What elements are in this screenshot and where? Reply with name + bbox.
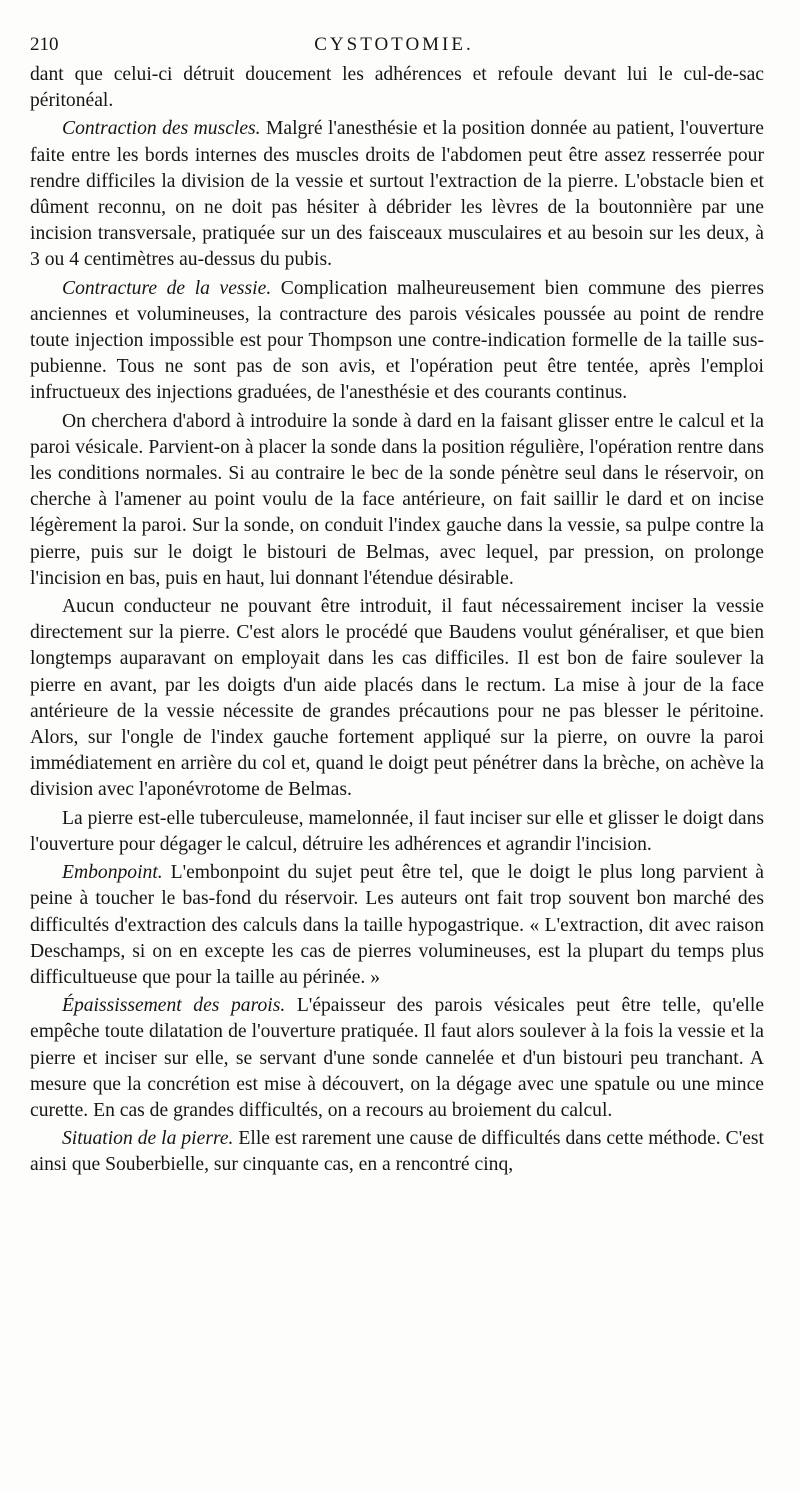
paragraph xyxy=(30,116,764,273)
paragraph xyxy=(30,594,764,804)
paragraph xyxy=(30,276,764,407)
running-head: CYSTOTOMIE. xyxy=(314,34,474,55)
paragraph-lead: Situation de la pierre. xyxy=(62,1128,234,1150)
paragraph-text: L'embonpoint du sujet peut être tel, que le doigt le plus long parvient à peine à toucher le bas-fond du réservoir. Les auteurs ont fait trop souvent bon marché des difficultés d'extraction des calculs dans la taille hypogastrique. « L'extraction, dit avec raison Deschamps, si on en excepte les cas de pierres volumineuses, est la plupart du temps plus difficultueuse que pour la taille au périnée. » xyxy=(30,862,764,988)
paragraph xyxy=(30,993,764,1124)
paragraph xyxy=(30,806,764,858)
paragraph-text: Complication malheureusement bien commune des pierres anciennes et volumineuses, la contracture des parois vésicales poussée au point de rendre toute injection impossible est pour Thompson une contre-indication formelle de la taille sus-pubienne. Tous ne sont pas de son avis, et l'opération peut être tentée, après l'emploi infructueux des injections graduées, de l'anesthésie et des courants continus. xyxy=(30,277,764,404)
paragraph-lead: Contraction des muscles. xyxy=(62,118,261,140)
paragraph-text: Malgré l'anesthésie et la position donnée au patient, l'ouverture faite entre les bords internes des muscles droits de l'abdomen peut être assez resserrée pour rendre difficiles la division de la vessie et surtout l'extraction de la pierre. L'obstacle bien et dûment reconnu, on ne doit pas hésiter à débrider les lèvres de la boutonnière par une incision transversale, pratiquée sur un des faisceaux musculaires et au besoin sur les deux, à 3 ou 4 centimètres au-dessus du pubis. xyxy=(30,118,764,271)
paragraph-text: Aucun conducteur ne pouvant être introduit, il faut nécessairement inciser la vessie directement sur la pierre. C'est alors le procédé que Baudens voulut généraliser, et que bien longtemps auparavant on employait dans les cas difficiles. Il est bon de faire soulever la pierre en avant, par les doigts d'un aide placés dans le rectum. La mise à jour de la face antérieure de la vessie nécessite de grandes précautions pour ne pas blesser le péritoine. Alors, sur l'ongle de l'index gauche fortement appliqué sur la pierre, on ouvre la paroi immédiatement en arrière du col et, quand le doigt peut pénétrer dans la brèche, on achève la division avec l'aponévrotome de Belmas. xyxy=(30,596,764,801)
page-header xyxy=(30,30,758,60)
paragraph xyxy=(30,409,764,592)
paragraph-text: On cherchera d'abord à introduire la sonde à dard en la faisant glisser entre le calcul et la paroi vésicale. Parvient-on à placer la sonde dans la position régulière, l'opération rentre dans les conditions normales. Si au contraire le bec de la sonde pénètre seul dans le réservoir, on cherche à l'amener au point voulu de la face antérieure, on fait saillir le dard et on incise légèrement la paroi. Sur la sonde, on conduit l'index gauche dans la vessie, sa pulpe contre la pierre, puis sur le doigt le bistouri de Belmas, avec lequel, par pression, on prolonge l'incision en bas, puis en haut, lui donnant l'étendue désirable. xyxy=(30,410,764,589)
paragraph xyxy=(30,62,764,114)
body-text xyxy=(30,62,764,1179)
paragraph-text: dant que celui-ci détruit doucement les adhérences et refoule devant lui le cul-de-sac péritonéal. xyxy=(30,64,764,112)
paragraph-text: Elle est rarement une cause de difficultés dans cette méthode. C'est ainsi que Souberbielle, sur cinquante cas, en a rencontré cinq, xyxy=(30,1128,765,1176)
paragraph-lead: Contracture de la vessie. xyxy=(62,277,272,299)
page-number: 210 xyxy=(30,34,59,55)
paragraph-lead: Épaississement des parois. xyxy=(62,995,286,1017)
paragraph-lead: Embonpoint. xyxy=(62,862,163,884)
paragraph xyxy=(30,1126,764,1178)
paragraph-text: La pierre est-elle tuberculeuse, mamelonnée, il faut inciser sur elle et glisser le doigt dans l'ouverture pour dégager le calcul, détruire les adhérences et agrandir l'incision. xyxy=(30,807,764,855)
paragraph-text: L'épaisseur des parois vésicales peut être telle, qu'elle empêche toute dilatation de l'ouverture pratiquée. Il faut alors soulever à la fois la vessie et la pierre et inciser sur elle, se servant d'une sonde cannelée et d'un bistouri peu tranchant. A mesure que la concrétion est mise à découvert, on la dégage avec une spatule ou une mince curette. En cas de grandes difficultés, on a recours au broiement du calcul. xyxy=(30,995,765,1121)
paragraph xyxy=(30,860,764,991)
